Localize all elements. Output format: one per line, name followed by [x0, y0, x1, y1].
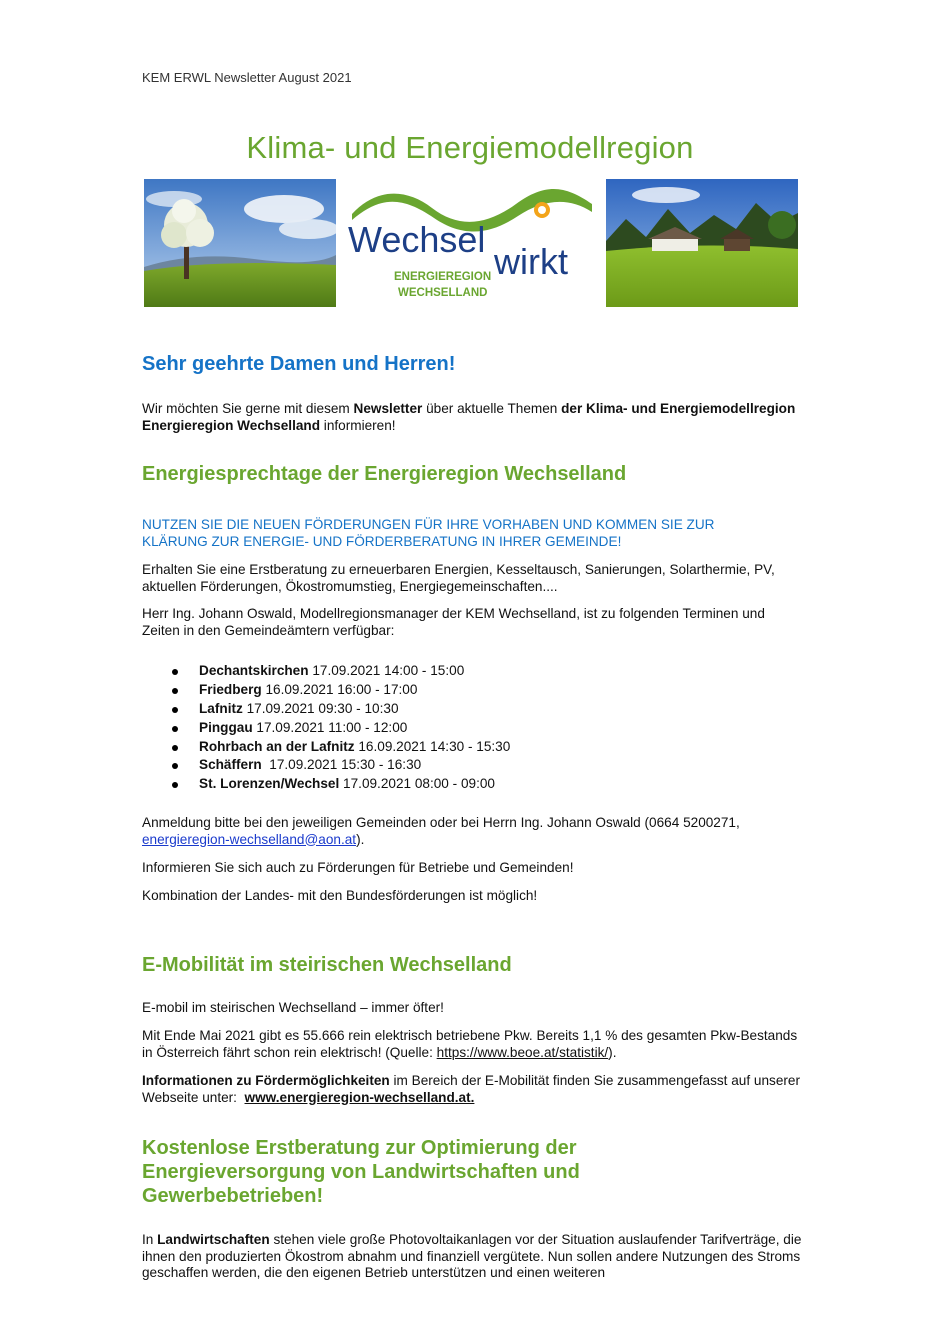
emobil-info-paragraph [142, 1073, 802, 1106]
termin-zeit: 17.09.2021 15:30 - 16:30 [261, 757, 422, 773]
lw-bold: Landwirtschaften [157, 1232, 270, 1247]
callout-line-2: KLÄRUNG ZUR ENERGIE- UND FÖRDERBERATUNG IN IHRER GEMEINDE! [142, 533, 622, 549]
callout-line-1: NUTZEN SIE DIE NEUEN FÖRDERUNGEN FÜR IHRE VORHABEN UND KOMMEN SIE ZUR [142, 517, 715, 532]
section-energiesprechtage-callout [142, 517, 782, 550]
termin-ort: Rohrbach an der Lafnitz [199, 738, 355, 754]
termin-zeit: 17.09.2021 11:00 - 12:00 [252, 719, 408, 735]
landwirtschaften-paragraph [142, 1232, 802, 1282]
lw-text-1: In [142, 1232, 158, 1247]
termin-ort: Lafnitz [199, 700, 243, 716]
logo-word-wechsel: Wechsel [348, 219, 486, 260]
emobil-stats-paragraph [142, 1028, 802, 1061]
termin-ort: Pinggau [199, 719, 253, 735]
farmhouse-meadow-photo [606, 179, 798, 307]
intro-paragraph [142, 401, 802, 434]
anmeldung-end: ). [356, 831, 365, 847]
foerderungen-info-paragraph: Informieren Sie sich auch zu Förderungen für Betriebe und Gemeinden! [142, 860, 574, 875]
list-item [142, 775, 510, 794]
heading-line-1: Kostenlose Erstberatung zur Optimierung der [142, 1137, 577, 1159]
heading-line-3: Gewerbebetrieben! [142, 1185, 324, 1207]
termin-zeit: 17.09.2021 14:00 - 15:00 [308, 663, 465, 678]
section-emobilitaet-heading: E-Mobilität im steirischen Wechselland [142, 954, 512, 976]
newsletter-date-line: KEM ERWL Newsletter August 2021 [142, 70, 352, 85]
beoe-statistik-link[interactable]: https://www.beoe.at/statistik/ [436, 1044, 609, 1060]
logo-sub-wechselland: WECHSELLAND [398, 287, 488, 299]
emobil-stats-text: Mit Ende Mai 2021 gibt es 55.666 rein elektrisch betriebene Pkw. Bereits 1,1 % des gesamten Pkw-Bestands in Österreich fährt schon rein elektrisch! (Quelle: [142, 1028, 798, 1060]
termin-zeit: 16.09.2021 16:00 - 17:00 [261, 681, 418, 697]
emobil-info-bold: Informationen zu Fördermöglichkeiten [142, 1073, 390, 1088]
intro-text-2: über aktuelle Themen [422, 401, 562, 416]
anmeldung-paragraph [142, 815, 802, 848]
logo-word-wirkt: wirkt [494, 241, 568, 282]
wechsel-wirkt-logo [346, 186, 598, 304]
termin-ort: St. Lorenzen/Wechsel [199, 776, 340, 792]
list-item [142, 756, 510, 775]
heading-line-2: Energieversorgung von Landwirtschaften und [142, 1161, 580, 1183]
intro-bold-newsletter: Newsletter [353, 401, 423, 416]
greeting-heading: Sehr geehrte Damen und Herren! [142, 353, 456, 375]
list-item [142, 662, 510, 681]
kombination-info-paragraph: Kombination der Landes- mit den Bundesförderungen ist möglich! [142, 888, 538, 903]
banner-title: Klima- und Energiemodellregion [246, 130, 694, 165]
logo-sub-energieregion: ENERGIEREGION [394, 271, 492, 283]
termin-ort: Schäffern [199, 757, 262, 773]
emobil-intro-paragraph: E-mobil im steirischen Wechselland – immer öfter! [142, 1000, 444, 1015]
intro-text-3: informieren! [320, 417, 396, 433]
tree-landscape-photo [144, 179, 336, 307]
anmeldung-text: Anmeldung bitte bei den jeweiligen Gemeinden oder bei Herrn Ing. Johann Oswald (0664 5200271, [142, 815, 740, 830]
termin-zeit: 16.09.2021 14:30 - 15:30 [354, 738, 511, 754]
list-item [142, 700, 510, 719]
termin-ort: Dechantskirchen [199, 663, 309, 678]
list-item [142, 719, 510, 738]
section-energiesprechtage-heading: Energiesprechtage der Energieregion Wechselland [142, 463, 627, 485]
emobil-stats-end: ). [608, 1044, 617, 1060]
termin-zeit: 17.09.2021 08:00 - 09:00 [339, 776, 495, 792]
termine-list [142, 662, 510, 794]
header-banner [142, 130, 798, 310]
oswald-availability-paragraph: Herr Ing. Johann Oswald, Modellregionsmanager der KEM Wechselland, ist zu folgenden Terminen und Zeiten in den Gemeindeämtern verfügbar: [142, 606, 765, 638]
erstberatung-paragraph: Erhalten Sie eine Erstberatung zu erneuerbaren Energien, Kesseltausch, Sanierungen, Solarthermie, PV, aktuellen Förderungen, Ökostromumstieg, Energiegemeinschaften.... [142, 562, 775, 594]
termin-ort: Friedberg [199, 681, 262, 697]
website-link[interactable]: www.energieregion-wechselland.at. [244, 1089, 475, 1105]
list-item [142, 681, 510, 700]
intro-bold-region: der Klima- und Energiemodellregion Energieregion Wechselland [142, 401, 796, 433]
termin-zeit: 17.09.2021 09:30 - 10:30 [242, 700, 399, 716]
emobil-info-text: im Bereich der E-Mobilität finden Sie zusammengefasst auf unserer Webseite unter: [142, 1073, 804, 1105]
intro-text-1: Wir möchten Sie gerne mit diesem [142, 401, 354, 416]
section-erstberatung-heading [142, 1136, 580, 1208]
lw-text-2: stehen viele große Photovoltaikanlagen vor der Situation auslaufender Tarifverträge, die ihnen den produzierten Ökostrom abnahm und finanziell vergütete. Nun sollen andere Nutzungen des Stroms geschaffen werden, die den eigenen Betrieb unterstützen und einen weiteren [142, 1232, 802, 1280]
email-link[interactable]: energieregion-wechselland@aon.at [142, 831, 357, 847]
list-item [142, 738, 510, 757]
